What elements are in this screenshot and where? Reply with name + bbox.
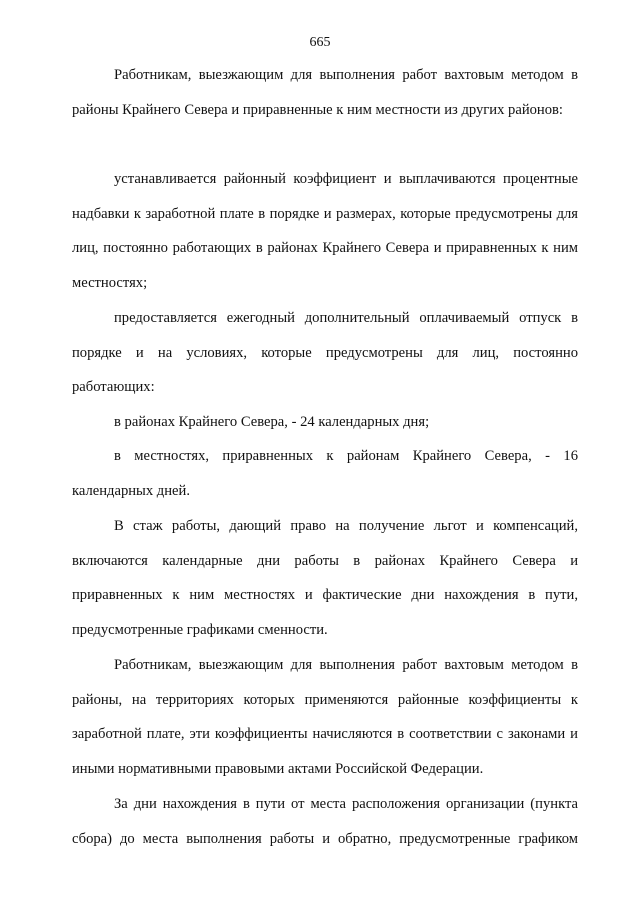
paragraph-5: в местностях, приравненных к районам Крайнего Севера, - 16 календарных дней. [72, 448, 578, 499]
paragraph-2: устанавливается районный коэффициент и выплачиваются процентные надбавки к заработной плате в порядке и размерах, которые предусмотрены для лиц, постоянно работающих в районах Крайнего Севера и приравненных к ним местностях; [72, 171, 578, 291]
paragraph-3: предоставляется ежегодный дополнительный оплачиваемый отпуск в порядке и на условиях, которые предусмотрены для лиц, постоянно работающих: [72, 310, 578, 395]
paragraph-1: Работникам, выезжающим для выполнения работ вахтовым методом в районы Крайнего Севера и приравненные к ним местности из других районов: [72, 67, 578, 118]
paragraph-7: Работникам, выезжающим для выполнения работ вахтовым методом в районы, на территориях которых применяются районные коэффициенты к заработной плате, эти коэффициенты начисляются в соответствии с законами и иными нормативными правовыми актами Российской Федерации. [72, 657, 578, 777]
page-number: 665 [309, 35, 331, 50]
paragraph-8: За дни нахождения в пути от места расположения организации (пункта сбора) до места выполнения работы и обратно, предусмотренные графиком [72, 796, 578, 847]
paragraph-6: В стаж работы, дающий право на получение льгот и компенсаций, включаются календарные дни работы в районах Крайнего Севера и приравненных к ним местностях и фактические дни нахождения в пути, предусмотренные графиками сменности. [72, 518, 578, 638]
paragraph-4: в районах Крайнего Севера, - 24 календарных дня; [114, 414, 430, 430]
